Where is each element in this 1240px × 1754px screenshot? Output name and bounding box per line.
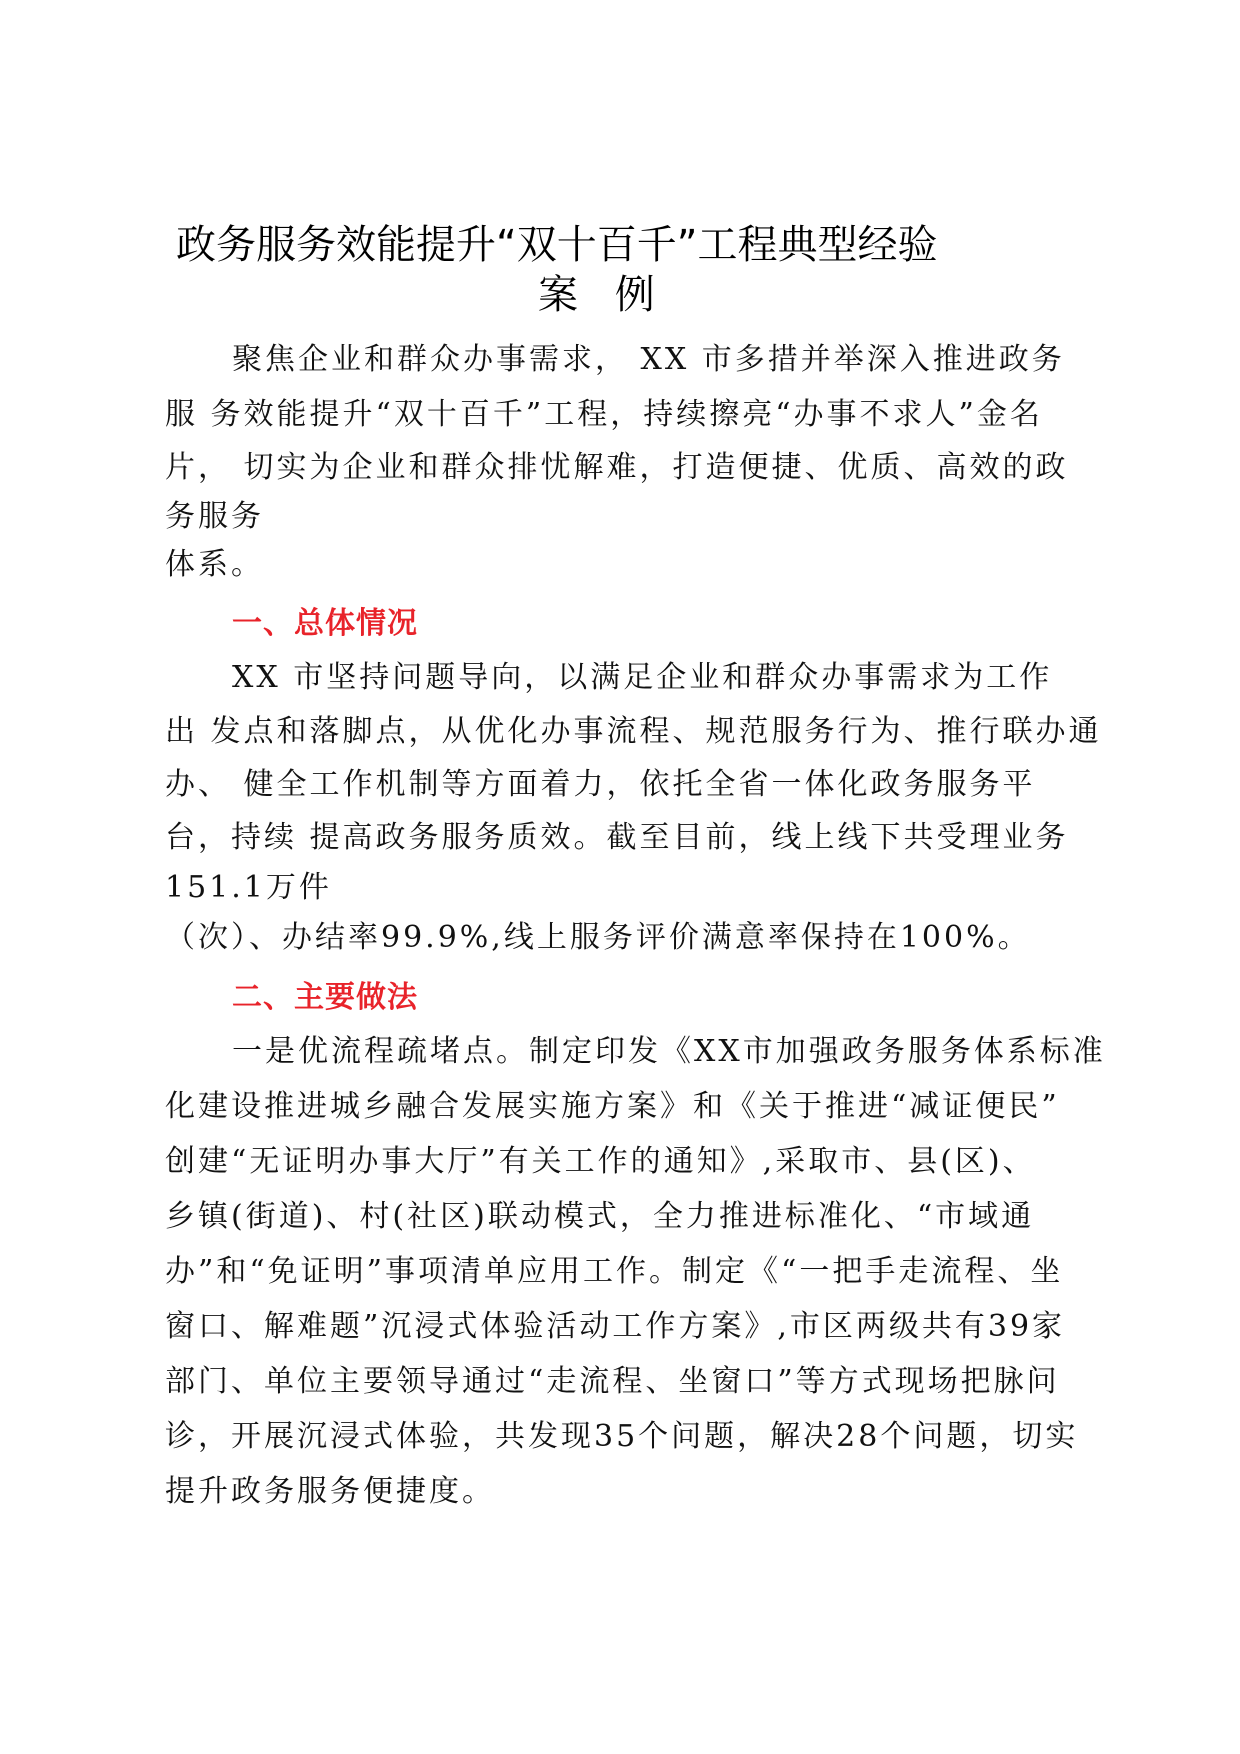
intro-line-4: 务服务 (165, 499, 264, 534)
practices-line-5: 办”和“免证明”事项清单应用工作。制定《“一把手走流程、坐 (165, 1254, 1064, 1289)
intro-line-3: 片， 切实为企业和群众排忧解难，打造便捷、优质、高效的政 (165, 450, 1069, 485)
practices-line-2: 化建设推进城乡融合发展实施方案》和《关于推进“减证便民” (165, 1089, 1060, 1124)
practices-line-4: 乡镇(街道)、村(社区)联动模式，全力推进标准化、“市域通 (165, 1199, 1035, 1234)
practices-line-3: 创建“无证明办事大厅”有关工作的通知》,采取市、县(区)、 (165, 1144, 1036, 1179)
section-heading-overview: 一、总体情况 (232, 606, 418, 641)
practices-line-7: 部门、单位主要领导通过“走流程、坐窗口”等方式现场把脉问 (165, 1364, 1060, 1399)
section-heading-practices: 二、主要做法 (232, 980, 418, 1015)
overview-line-2: 出 发点和落脚点，从优化办事流程、规范服务行为、推行联办通 (165, 714, 1102, 749)
practices-line-1: 一是优流程疏堵点。制定印发《XX市加强政务服务体系标准 (232, 1034, 1106, 1069)
overview-line-3: 办、 健全工作机制等方面着力，依托全省一体化政务服务平 (165, 767, 1036, 802)
overview-line-5: 151.1万件 (165, 870, 332, 905)
intro-line-1: 聚焦企业和群众办事需求， XX 市多措并举深入推进政务 (232, 342, 1065, 377)
overview-line-4: 台，持续 提高政务服务质效。截至目前，线上线下共受理业务 (165, 820, 1069, 855)
practices-line-9: 提升政务服务便捷度。 (165, 1474, 495, 1509)
document-title-line-1: 政务服务效能提升“双十百千”工程典型经验 (176, 222, 938, 268)
practices-line-6: 窗口、解难题”沉浸式体验活动工作方案》,市区两级共有39家 (165, 1309, 1066, 1344)
overview-line-6: （次）、办结率99.9%,线上服务评价满意率保持在100%。 (165, 920, 1031, 955)
document-title-line-2: 案 例 (538, 272, 667, 318)
practices-line-8: 诊，开展沉浸式体验，共发现35个问题，解决28个问题，切实 (165, 1419, 1079, 1454)
intro-line-2: 服 务效能提升“双十百千”工程，持续擦亮“办事不求人”金名 (165, 397, 1043, 432)
intro-line-5: 体系。 (165, 547, 264, 582)
overview-line-1: XX 市坚持问题导向，以满足企业和群众办事需求为工作 (232, 660, 1053, 695)
